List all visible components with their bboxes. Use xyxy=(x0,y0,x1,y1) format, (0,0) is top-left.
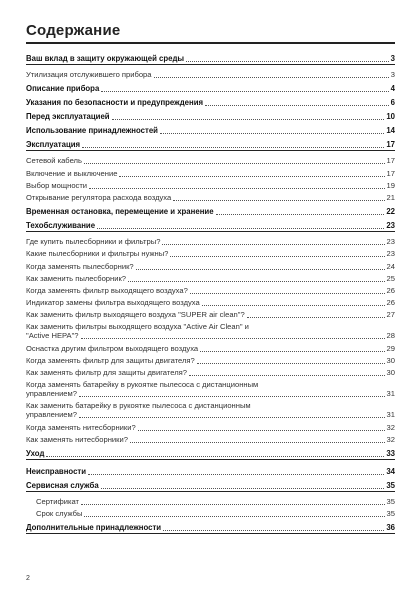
dot-leader xyxy=(186,55,389,62)
toc-page-number: 21 xyxy=(386,192,395,202)
toc-entry-label: Открывание регулятора расхода воздуха xyxy=(26,192,172,202)
toc-entry[interactable] xyxy=(26,193,395,202)
dot-leader xyxy=(138,424,385,431)
dot-leader xyxy=(130,436,385,443)
toc-entry-label: Когда заменять фильтр для защиты двигателя? xyxy=(26,355,195,365)
dot-leader xyxy=(170,250,384,257)
toc-page-number: 3 xyxy=(390,70,395,80)
toc-entry[interactable] xyxy=(26,380,395,398)
toc-page-number: 27 xyxy=(386,310,395,320)
toc-entry-label: Выбор мощности xyxy=(26,180,88,190)
dot-leader xyxy=(128,275,385,282)
dot-leader xyxy=(160,127,384,134)
section-rule xyxy=(26,459,395,460)
toc-entry[interactable] xyxy=(26,322,395,340)
toc-page-number: 17 xyxy=(386,140,395,150)
toc-entry-label: Дополнительные принадлежности xyxy=(26,523,162,533)
toc-entry-label-cont: управлением? xyxy=(26,389,77,399)
title-rule xyxy=(26,42,395,44)
toc-entry[interactable] xyxy=(26,423,395,432)
toc-entry[interactable] xyxy=(26,509,395,518)
toc-entry-label: Неисправности xyxy=(26,466,87,476)
toc-section-heading[interactable] xyxy=(26,112,395,121)
toc-entry-label: Включение и выключение xyxy=(26,168,118,178)
dot-leader xyxy=(112,113,385,120)
toc-entry[interactable] xyxy=(26,368,395,377)
toc-entry-label: Уход xyxy=(26,448,45,458)
toc-page-number: 22 xyxy=(386,206,395,216)
toc-entry[interactable] xyxy=(26,70,395,79)
toc-page-number: 35 xyxy=(386,496,395,506)
toc-page-number: 23 xyxy=(386,237,395,247)
toc-page-number: 24 xyxy=(386,261,395,271)
toc-entry-label: Как заменять нитесборники? xyxy=(26,434,128,444)
toc-page-number: 14 xyxy=(386,126,395,136)
dot-leader xyxy=(154,71,389,78)
toc-entry[interactable] xyxy=(26,401,395,419)
toc-section-heading[interactable] xyxy=(26,523,395,532)
table-of-contents xyxy=(26,54,395,536)
toc-entry-label: Перед эксплуатацией xyxy=(26,112,110,122)
dot-leader xyxy=(97,222,384,229)
toc-entry-label: Как заменить фильтр выходящего воздуха "SUPER air clean"? xyxy=(26,310,245,320)
toc-page-number: 26 xyxy=(386,285,395,295)
toc-entry-label: Сертификат xyxy=(36,496,79,506)
toc-entry[interactable] xyxy=(26,497,395,506)
dot-leader xyxy=(202,299,385,306)
toc-page-number: 31 xyxy=(386,410,395,420)
toc-entry[interactable] xyxy=(26,344,395,353)
toc-page-number: 34 xyxy=(386,466,395,476)
dot-leader xyxy=(89,182,384,189)
toc-entry-label: Эксплуатация xyxy=(26,140,81,150)
dot-leader xyxy=(197,357,385,364)
dot-leader xyxy=(81,332,385,339)
toc-page-number: 35 xyxy=(386,480,395,490)
toc-entry[interactable] xyxy=(26,356,395,365)
dot-leader xyxy=(46,450,384,457)
toc-entry[interactable] xyxy=(26,249,395,258)
toc-page-number: 32 xyxy=(386,434,395,444)
dot-leader xyxy=(136,263,385,270)
toc-page-number: 17 xyxy=(386,156,395,166)
toc-section-heading[interactable] xyxy=(26,140,395,149)
dot-leader xyxy=(81,498,385,505)
toc-page-number: 29 xyxy=(386,343,395,353)
toc-entry-label: Когда заменять пылесборник? xyxy=(26,261,134,271)
dot-leader xyxy=(205,99,389,106)
toc-entry[interactable] xyxy=(26,181,395,190)
toc-entry-label: Ваш вклад в защиту окружающей среды xyxy=(26,54,185,63)
toc-page-number: 28 xyxy=(386,331,395,341)
toc-entry-label: Указания по безопасности и предупреждения xyxy=(26,98,204,108)
toc-entry-label: Какие пылесборники и фильтры нужны? xyxy=(26,249,169,259)
dot-leader xyxy=(79,390,385,397)
toc-section-heading[interactable] xyxy=(26,98,395,107)
toc-entry-label: Когда заменять нитесборники? xyxy=(26,422,136,432)
toc-entry-label: Как заменять фильтр для защиты двигателя? xyxy=(26,368,187,377)
toc-entry-label: Срок службы xyxy=(36,509,83,519)
toc-page-number: 4 xyxy=(390,84,395,94)
toc-entry[interactable] xyxy=(26,274,395,283)
dot-leader xyxy=(163,524,384,531)
toc-entry-continuation xyxy=(26,331,395,340)
page-number: 2 xyxy=(26,575,30,582)
section-rule xyxy=(26,64,395,65)
dot-leader xyxy=(247,311,385,318)
toc-page-number: 6 xyxy=(390,98,395,108)
toc-entry-label: Как заменить пылесборник? xyxy=(26,273,127,283)
dot-leader xyxy=(173,194,384,201)
dot-leader xyxy=(200,345,384,352)
dot-leader xyxy=(84,157,385,164)
toc-entry[interactable] xyxy=(26,435,395,444)
toc-section-heading[interactable] xyxy=(26,54,395,63)
section-rule xyxy=(26,231,395,232)
toc-page-number: 30 xyxy=(386,355,395,365)
section-rule xyxy=(26,150,395,151)
dot-leader xyxy=(101,85,388,92)
dot-leader xyxy=(88,468,384,475)
toc-section-heading[interactable] xyxy=(26,467,395,476)
toc-entry-continuation xyxy=(26,389,395,398)
toc-page-number: 31 xyxy=(386,389,395,399)
dot-leader xyxy=(216,208,385,215)
toc-entry[interactable] xyxy=(26,262,395,271)
toc-page-number: 33 xyxy=(386,448,395,458)
dot-leader xyxy=(82,141,384,148)
toc-entry-label: Утилизация отслужившего прибора xyxy=(26,70,152,80)
toc-page-number: 19 xyxy=(386,180,395,190)
toc-entry[interactable] xyxy=(26,169,395,178)
toc-section-heading[interactable] xyxy=(26,481,395,490)
toc-page-number: 23 xyxy=(386,220,395,230)
toc-entry-label: Оснастка другим фильтром выходящего воздуха xyxy=(26,343,199,353)
toc-page-number: 30 xyxy=(386,368,395,377)
toc-page-number: 3 xyxy=(390,54,395,63)
toc-entry-continuation xyxy=(26,410,395,419)
toc-page-number: 25 xyxy=(386,273,395,283)
dot-leader xyxy=(119,170,384,177)
toc-entry[interactable] xyxy=(26,286,395,295)
toc-entry-label: Где купить пылесборники и фильтры? xyxy=(26,237,161,247)
toc-page-number: 10 xyxy=(386,112,395,122)
dot-leader xyxy=(162,238,384,245)
toc-section-heading[interactable] xyxy=(26,207,395,216)
toc-entry-label: Как заменить фильтры выходящего воздуха "Active Air Clean" и xyxy=(26,322,249,332)
toc-entry-label: Сетевой кабель xyxy=(26,156,82,166)
dot-leader xyxy=(101,482,385,489)
toc-page-number: 32 xyxy=(386,422,395,432)
toc-entry-label-cont: "Active HEPA"? xyxy=(26,331,79,341)
toc-section-heading[interactable] xyxy=(26,126,395,135)
toc-section-heading[interactable] xyxy=(26,221,395,230)
toc-entry[interactable] xyxy=(26,310,395,319)
toc-page-number: 26 xyxy=(386,298,395,308)
toc-entry[interactable] xyxy=(26,298,395,307)
toc-entry-label: Временная остановка, перемещение и хранение xyxy=(26,206,214,216)
toc-page-number: 36 xyxy=(386,523,395,533)
toc-entry[interactable] xyxy=(26,237,395,246)
toc-section-heading[interactable] xyxy=(26,84,395,93)
toc-entry-label: Сервисная служба xyxy=(26,480,99,490)
toc-page-number: 23 xyxy=(386,249,395,259)
section-rule xyxy=(26,533,395,534)
toc-entry-label: Техобслуживание xyxy=(26,220,96,230)
dot-leader xyxy=(190,287,385,294)
toc-entry-label: Когда заменять батарейку в рукоятке пылесоса с дистанционным xyxy=(26,380,259,390)
toc-page-number: 17 xyxy=(386,168,395,178)
dot-leader xyxy=(189,369,385,376)
toc-section-heading[interactable] xyxy=(26,449,395,458)
dot-leader xyxy=(79,411,385,418)
page-title: Содержание xyxy=(26,22,121,39)
toc-entry-label-cont: управлением? xyxy=(26,410,77,420)
toc-entry-label: Когда заменять фильтр выходящего воздуха? xyxy=(26,285,188,295)
toc-page-number: 35 xyxy=(386,509,395,519)
toc-entry-label: Индикатор замены фильтра выходящего воздуха xyxy=(26,298,200,308)
toc-entry-label: Использование принадлежностей xyxy=(26,126,158,136)
dot-leader xyxy=(84,510,384,517)
section-rule xyxy=(26,491,395,492)
toc-entry[interactable] xyxy=(26,156,395,165)
toc-entry-label: Описание прибора xyxy=(26,84,100,94)
toc-entry-label: Как заменить батарейку в рукоятке пылесоса с дистанционным xyxy=(26,401,251,411)
